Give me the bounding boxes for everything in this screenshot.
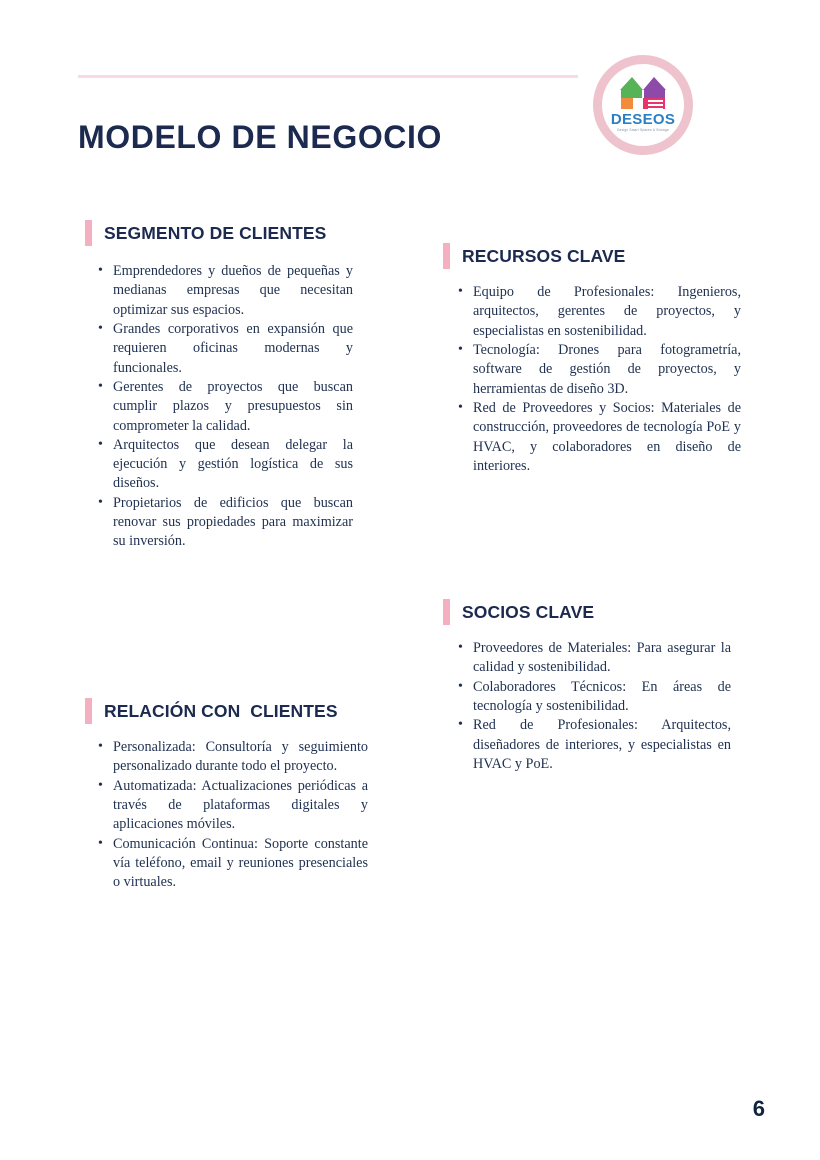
section-title: RECURSOS CLAVE (462, 245, 626, 266)
section-title: SEGMENTO DE CLIENTES (104, 222, 327, 243)
list-item: • Tecnología: Drones para fotogrametría, software de gestión de proyectos, y herramientas de diseño 3D. (473, 341, 741, 399)
list-item: • Grandes corporativos en expansión que requieren oficinas modernas y funcionales. (113, 320, 353, 378)
list-item: • Propietarios de edificios que buscan renovar sus propiedades para maximizar su inversión. (113, 494, 353, 552)
tile-pink-shape (643, 98, 665, 109)
deseos-logo (593, 55, 693, 155)
house-body-right-shape (644, 89, 665, 98)
list-item: • Colaboradores Técnicos: En áreas de tecnología y sostenibilidad. (473, 678, 731, 717)
header-divider (78, 75, 578, 78)
section-relacion-con-clientes (85, 698, 385, 893)
list-item: • Comunicación Continua: Soporte constante vía teléfono, email y reuniones presenciales o virtuales. (113, 835, 368, 893)
section-header (443, 599, 743, 625)
list-item: • Proveedores de Materiales: Para asegurar la calidad y sostenibilidad. (473, 639, 731, 678)
list-item: • Emprendedores y dueños de pequeñas y medianas empresas que necesitan optimizar sus espacios. (113, 262, 353, 320)
list-item: • Red de Proveedores y Socios: Materiales de construcción, proveedores de tecnología PoE y HVAC, y colaboradores en diseño de interiores. (473, 399, 741, 476)
tile-orange-shape (621, 98, 633, 109)
list-item: • Arquitectos que desean delegar la ejecución y gestión logística de sus diseños. (113, 436, 353, 494)
list-item: • Equipo de Profesionales: Ingenieros, arquitectos, gerentes de proyectos, y especialistas en sostenibilidad. (473, 283, 741, 341)
section-header (85, 698, 385, 724)
list-item: • Personalizada: Consultoría y seguimiento personalizado durante todo el proyecto. (113, 738, 368, 777)
section-segmento-de-clientes (85, 220, 363, 552)
accent-bar-icon (443, 599, 450, 625)
bullet-list (443, 639, 743, 774)
house-icon (620, 77, 666, 110)
list-item: • Red de Profesionales: Arquitectos, diseñadores de interiores, y especialistas en HVAC y PoE. (473, 716, 731, 774)
section-title: RELACIÓN CON CLIENTES (104, 700, 338, 721)
bullet-list (85, 262, 363, 552)
bullet-list (443, 283, 743, 476)
accent-bar-icon (85, 698, 92, 724)
house-body-left-shape (621, 89, 642, 98)
section-header (85, 220, 363, 246)
section-recursos-clave (443, 243, 743, 476)
logo-wordmark: DESEOS (610, 111, 676, 129)
bullet-list (85, 738, 385, 893)
list-item: • Automatizada: Actualizaciones periódicas a través de plataformas digitales y aplicaciones móviles. (113, 777, 368, 835)
section-header (443, 243, 743, 269)
page-title: MODELO DE NEGOCIO (78, 119, 442, 156)
list-item: • Gerentes de proyectos que buscan cumplir plazos y presupuestos sin comprometer la calidad. (113, 378, 353, 436)
page-number: 6 (752, 1096, 765, 1121)
accent-bar-icon (443, 243, 450, 269)
section-socios-clave (443, 599, 743, 774)
logo-tagline: Design Smart Spaces & Storage (617, 128, 669, 133)
accent-bar-icon (85, 220, 92, 246)
tile-white-shape (634, 98, 642, 109)
section-title: SOCIOS CLAVE (462, 601, 595, 622)
